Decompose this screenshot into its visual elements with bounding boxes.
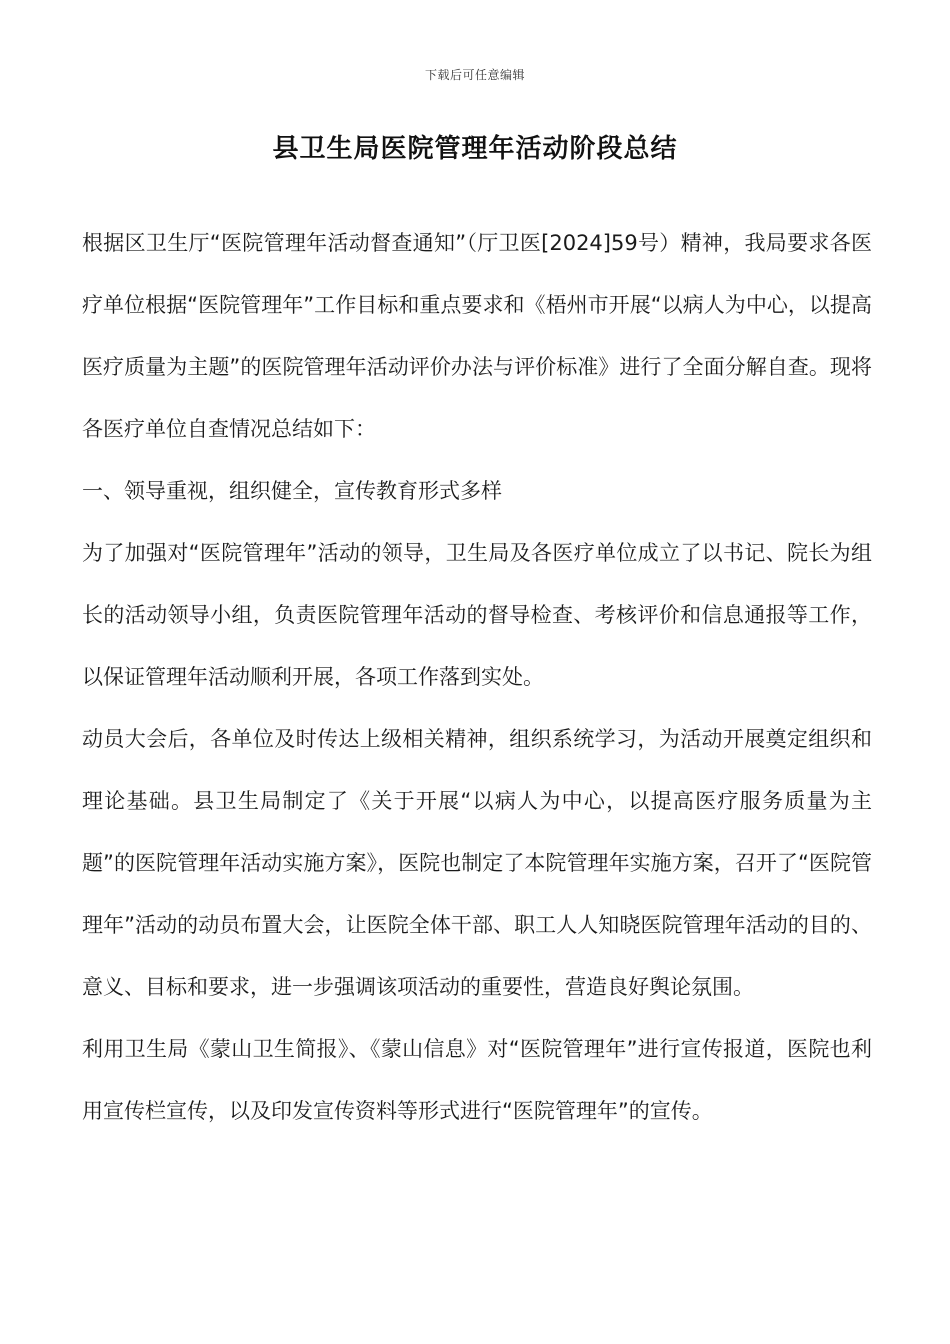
section-heading-1: 一、领导重视，组织健全，宣传教育形式多样 (82, 479, 502, 503)
document-title: 县卫生局医院管理年活动阶段总结 (272, 134, 678, 164)
paragraph-publicity: 利用卫生局《蒙山卫生简报》、《蒙山信息》对“医院管理年”进行宣传报道，医院也利用宣传栏宣传，以及印发宣传资料等形式进行“医院管理年”的宣传。 (82, 1037, 872, 1123)
document-body (82, 212, 872, 1142)
paragraph-intro: 根据区卫生厅“医院管理年活动督查通知”（厅卫医[2024]59号）精神，我局要求各医疗单位根据“医院管理年”工作目标和重点要求和《梧州市开展“以病人为中心，以提高医疗质量为主题”的医院管理年活动评价办法与评价标准》进行了全面分解自查。现将各医疗单位自查情况总结如下： (82, 231, 872, 441)
paragraph-leadership: 为了加强对“医院管理年”活动的领导，卫生局及各医疗单位成立了以书记、院长为组长的活动领导小组，负责医院管理年活动的督导检查、考核评价和信息通报等工作，以保证管理年活动顺利开展，各项工作落到实处。 (82, 541, 872, 689)
paragraph-mobilization: 动员大会后，各单位及时传达上级相关精神，组织系统学习，为活动开展奠定组织和理论基础。县卫生局制定了《关于开展“以病人为中心，以提高医疗服务质量为主题”的医院管理年活动实施方案》，医院也制定了本院管理年实施方案，召开了“医院管理年”活动的动员布置大会，让医院全体干部、职工人人知晓医院管理年活动的目的、意义、目标和要求，进一步强调该项活动的重要性，营造良好舆论氛围。 (82, 727, 872, 999)
header-note: 下载后可任意编辑 (424, 68, 525, 82)
